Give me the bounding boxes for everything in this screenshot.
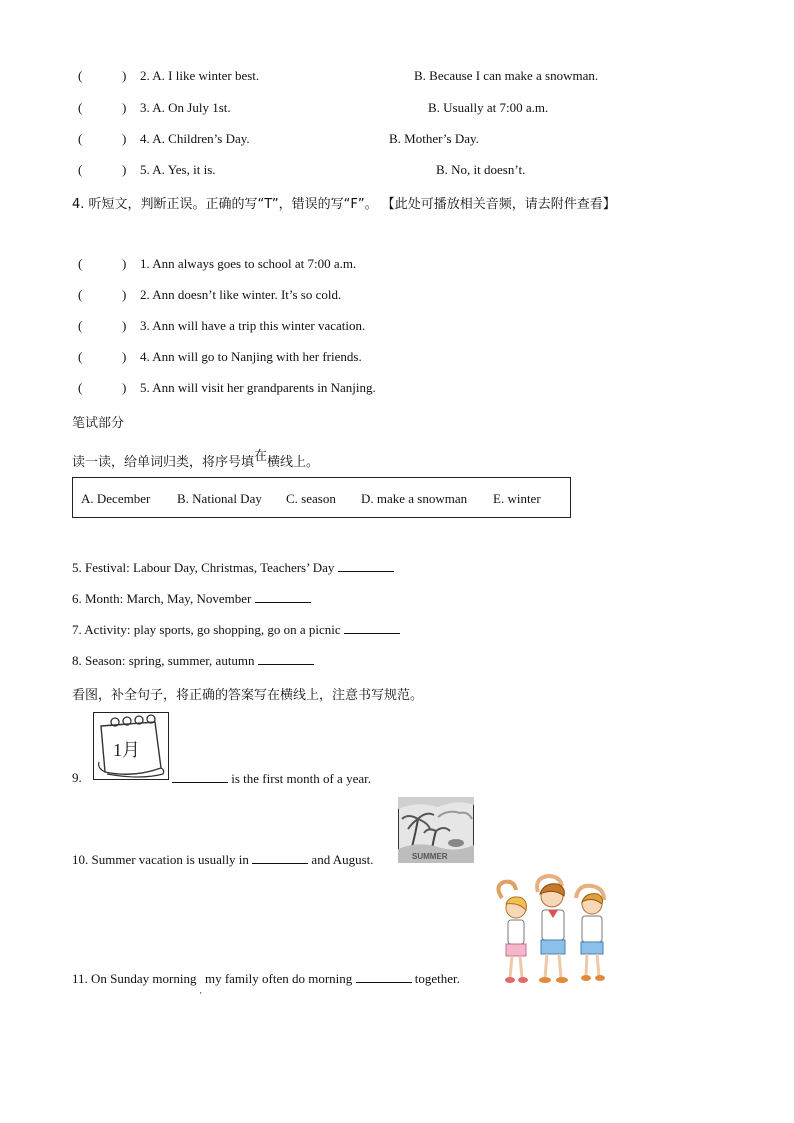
answer-blank[interactable] [252,851,308,864]
answer-paren-close: ) [122,131,127,146]
q9-sentence [172,770,371,787]
instruction-text: 横线上。 [267,455,320,470]
statement: 5. Ann will visit her grandparents in Nanjing. [140,380,376,395]
answer-paren-close: ) [122,380,127,395]
answer-blank[interactable] [258,652,314,665]
answer-paren-open[interactable]: ( [78,162,83,177]
answer-paren-open[interactable]: ( [78,256,83,271]
picture-instruction: 看图，补全句子，将正确的答案写在横线上，注意书写规范。 [72,688,424,703]
section-title: 笔试部分 [72,416,125,431]
beach-image [398,797,474,863]
option-a: 2. A. I like winter best. [140,68,260,83]
classify-text: 7. Activity: play sports, go shopping, go on a picnic [72,622,341,637]
statement: 3. Ann will have a trip this winter vacation. [140,318,366,333]
answer-paren-open[interactable]: ( [78,380,83,395]
q11-text: my family often do morning [204,971,353,986]
instruction-text: 读一读，给单词归类，将序号填 [72,455,255,470]
statement: 1. Ann always goes to school at 7:00 a.m. [140,256,357,271]
word-bank-box [72,477,571,518]
answer-paren-open[interactable]: ( [78,287,83,302]
q4-instruction: 4. 听短文，判断正误。正确的写“T”，错误的写“F”。 【此处可播放相关音频，请去附件查看】 [72,197,616,212]
classify-item [72,590,311,607]
q11-comma: , [199,986,202,995]
beach-label: SUMMER [412,852,448,861]
option-a: 3. A. On July 1st. [140,100,231,115]
word-option: B. National Day [177,491,262,506]
answer-paren-close: ) [122,162,127,177]
word-option: E. winter [493,491,541,506]
classify-item [72,652,314,669]
classify-item [72,559,394,576]
q9-text: is the first month of a year. [231,771,371,786]
answer-blank[interactable] [172,770,228,783]
option-a: 4. A. Children’s Day. [140,131,250,146]
q9-number: 9. [72,770,82,785]
option-b: B. Because I can make a snowman. [414,68,599,83]
answer-paren-close: ) [122,100,127,115]
word-option: C. season [286,491,336,506]
answer-paren-close: ) [122,349,127,364]
q10-text: 10. Summer vacation is usually in [72,852,249,867]
answer-paren-open[interactable]: ( [78,100,83,115]
q10-sentence [72,851,374,868]
answer-blank[interactable] [255,590,311,603]
statement: 4. Ann will go to Nanjing with her friends. [140,349,362,364]
answer-paren-close: ) [122,287,127,302]
word-option: A. December [81,491,151,506]
classify-text: 6. Month: March, May, November [72,591,252,606]
instruction-raised-char: 在 [254,449,268,464]
word-option: D. make a snowman [361,491,468,506]
q10-text: and August. [311,852,374,867]
exercise-image [488,874,620,986]
option-a: 5. A. Yes, it is. [140,162,216,177]
calendar-label: 1月 [113,740,140,760]
answer-blank[interactable] [344,621,400,634]
calendar-image [93,712,169,780]
answer-paren-close: ) [122,318,127,333]
q11-text: together. [414,971,460,986]
option-b: B. No, it doesn’t. [436,162,526,177]
answer-paren-open[interactable]: ( [78,318,83,333]
answer-paren-open[interactable]: ( [78,349,83,364]
classify-instruction [72,451,319,470]
answer-paren-close: ) [122,256,127,271]
classify-item [72,621,400,638]
statement: 2. Ann doesn’t like winter. It’s so cold. [140,287,342,302]
option-b: B. Mother’s Day. [389,131,479,146]
q11-text: 11. On Sunday morning [72,971,197,986]
answer-paren-open[interactable]: ( [78,68,83,83]
answer-paren-open[interactable]: ( [78,131,83,146]
calendar-icon [93,712,169,780]
q11-sentence [72,970,460,995]
option-b: B. Usually at 7:00 a.m. [428,100,549,115]
answer-blank[interactable] [356,970,412,983]
classify-text: 5. Festival: Labour Day, Christmas, Teachers’ Day [72,560,335,575]
classify-text: 8. Season: spring, summer, autumn [72,653,255,668]
answer-blank[interactable] [338,559,394,572]
children-exercising-icon [488,874,620,986]
answer-paren-close: ) [122,68,127,83]
beach-icon [398,797,474,863]
